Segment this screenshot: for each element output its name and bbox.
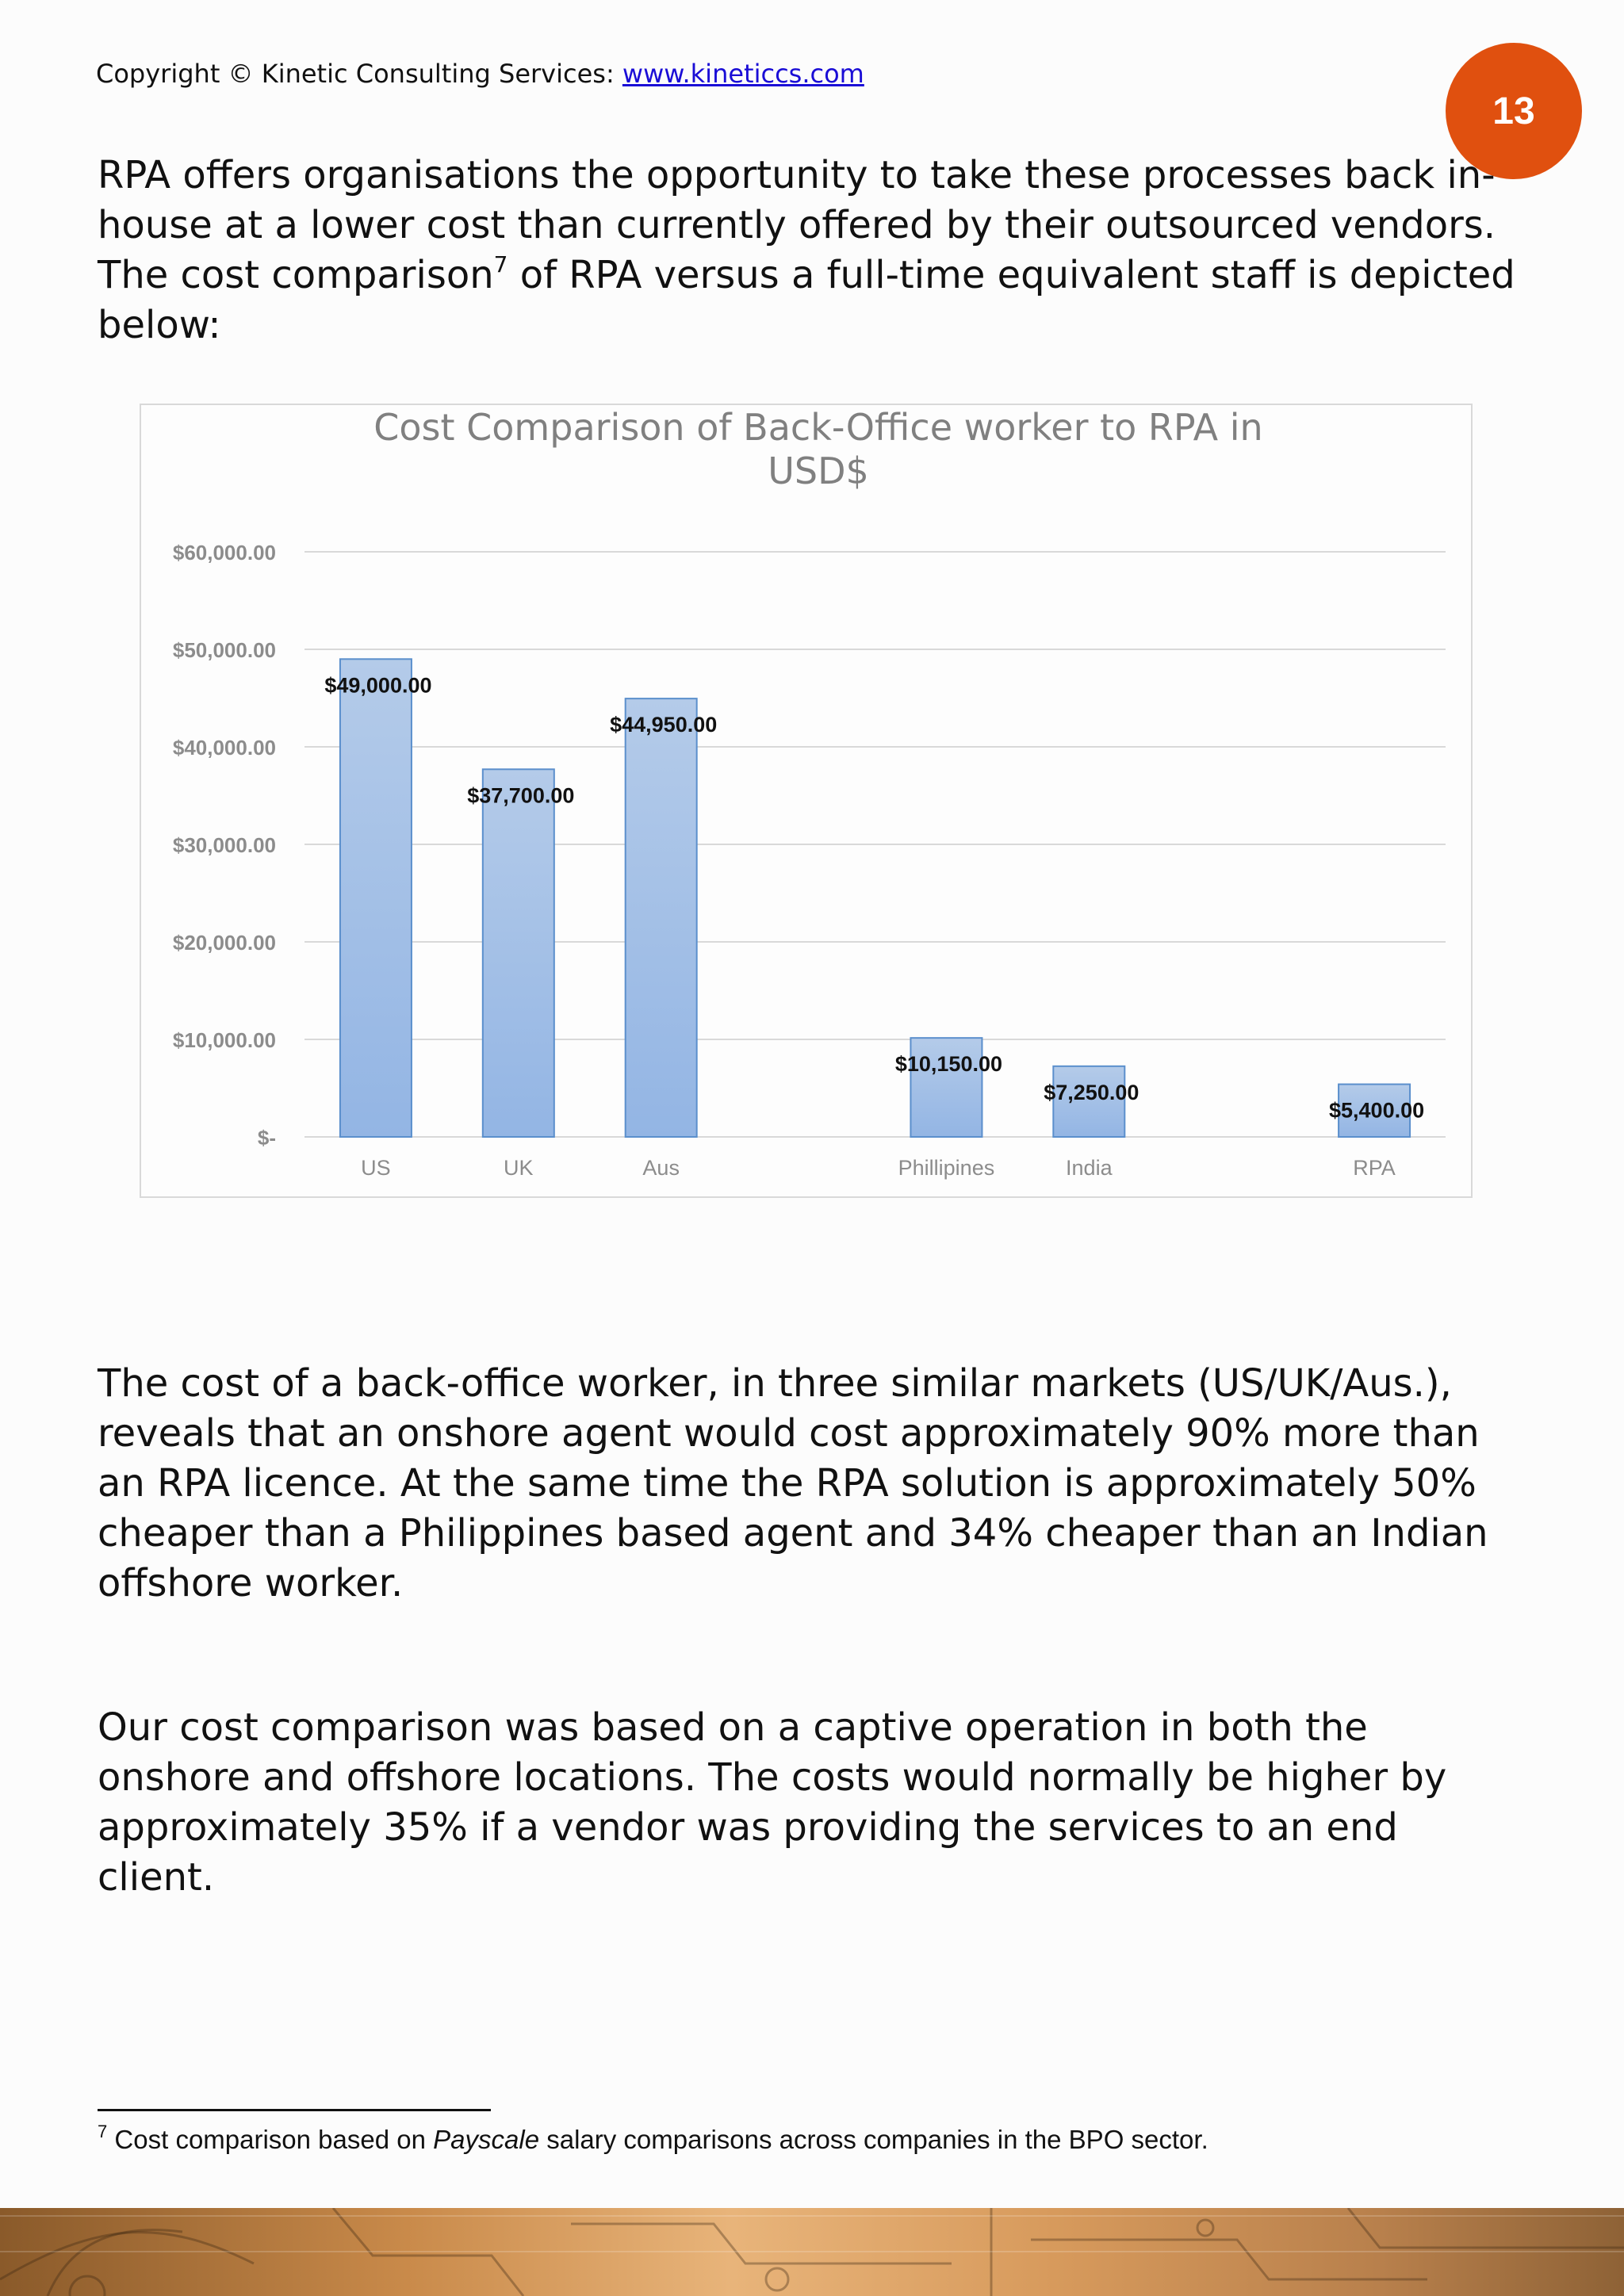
x-tick-label: Aus — [642, 1156, 680, 1180]
y-tick-label: $- — [257, 1126, 276, 1150]
footnote-text: Cost comparison based on — [107, 2125, 434, 2154]
data-label: $7,250.00 — [1044, 1080, 1139, 1104]
x-tick-label: India — [1066, 1156, 1113, 1180]
x-tick-label: UK — [504, 1156, 534, 1180]
intro-text: RPA offers organisations the opportunity to take these processes back in-house at a lower cost than currently offered by their outsourced vendors. The cost comparison — [98, 153, 1496, 297]
footnote — [98, 2122, 1208, 2155]
intro-paragraph — [98, 151, 1525, 350]
captive-operation-paragraph: Our cost comparison was based on a captive operation in both the onshore and offshore locations. The costs would normally be higher by approximately 35% if a vendor was providing the services to an end client. — [98, 1705, 1447, 1900]
x-tick-label: US — [361, 1156, 391, 1180]
y-tick-label: $50,000.00 — [172, 638, 276, 662]
y-tick-label: $60,000.00 — [172, 541, 276, 564]
footnote-text-end: salary comparisons across companies in the BPO sector. — [539, 2125, 1208, 2154]
decorative-footer-band — [0, 2208, 1624, 2296]
chart-svg — [141, 405, 1474, 1200]
x-tick-label: Phillipines — [898, 1156, 995, 1180]
footnote-divider — [98, 2109, 491, 2111]
data-label: $44,950.00 — [610, 713, 718, 737]
y-tick-label: $40,000.00 — [172, 736, 276, 760]
footnote-source: Payscale — [433, 2125, 540, 2154]
data-label: $5,400.00 — [1329, 1098, 1425, 1123]
footer-pattern — [0, 2208, 1624, 2296]
data-label: $10,150.00 — [894, 1052, 1003, 1077]
website-link[interactable]: www.kineticcs.com — [622, 59, 864, 89]
page-number-badge: 13 — [1446, 43, 1582, 179]
bar — [626, 698, 697, 1137]
chart-title-line2: USD$ — [768, 450, 869, 492]
y-tick-label: $10,000.00 — [172, 1028, 276, 1052]
footnote-number: 7 — [98, 2122, 108, 2141]
y-tick-label: $30,000.00 — [172, 833, 276, 857]
footnote-ref[interactable]: 7 — [493, 251, 508, 277]
gridlines — [304, 552, 1446, 1137]
cost-comparison-chart — [140, 404, 1473, 1198]
copyright-line — [96, 59, 864, 89]
copyright-text: Copyright © Kinetic Consulting Services: — [96, 59, 622, 89]
bars — [340, 659, 1410, 1137]
x-tick-label: RPA — [1353, 1156, 1396, 1180]
bar — [340, 659, 412, 1137]
y-axis-ticks — [173, 541, 276, 1150]
cost-analysis-paragraph: The cost of a back-office worker, in three similar markets (US/UK/Aus.), reveals that an onshore agent would cost approximately 90% more than an RPA licence. At the same time the RPA solution is approximately 50% cheaper than a Philippines based agent and 34% cheaper than an Indian offshore worker. — [98, 1361, 1488, 1605]
data-label: $37,700.00 — [467, 783, 575, 808]
intro-text-continued: of RPA versus a full-time equivalent staff is depicted below: — [98, 253, 1515, 347]
x-axis-ticks — [361, 1156, 1396, 1180]
bar — [483, 769, 554, 1137]
data-label: $49,000.00 — [324, 673, 432, 698]
chart-title-line1: Cost Comparison of Back-Office worker to RPA in — [373, 406, 1263, 449]
y-tick-label: $20,000.00 — [172, 931, 276, 955]
